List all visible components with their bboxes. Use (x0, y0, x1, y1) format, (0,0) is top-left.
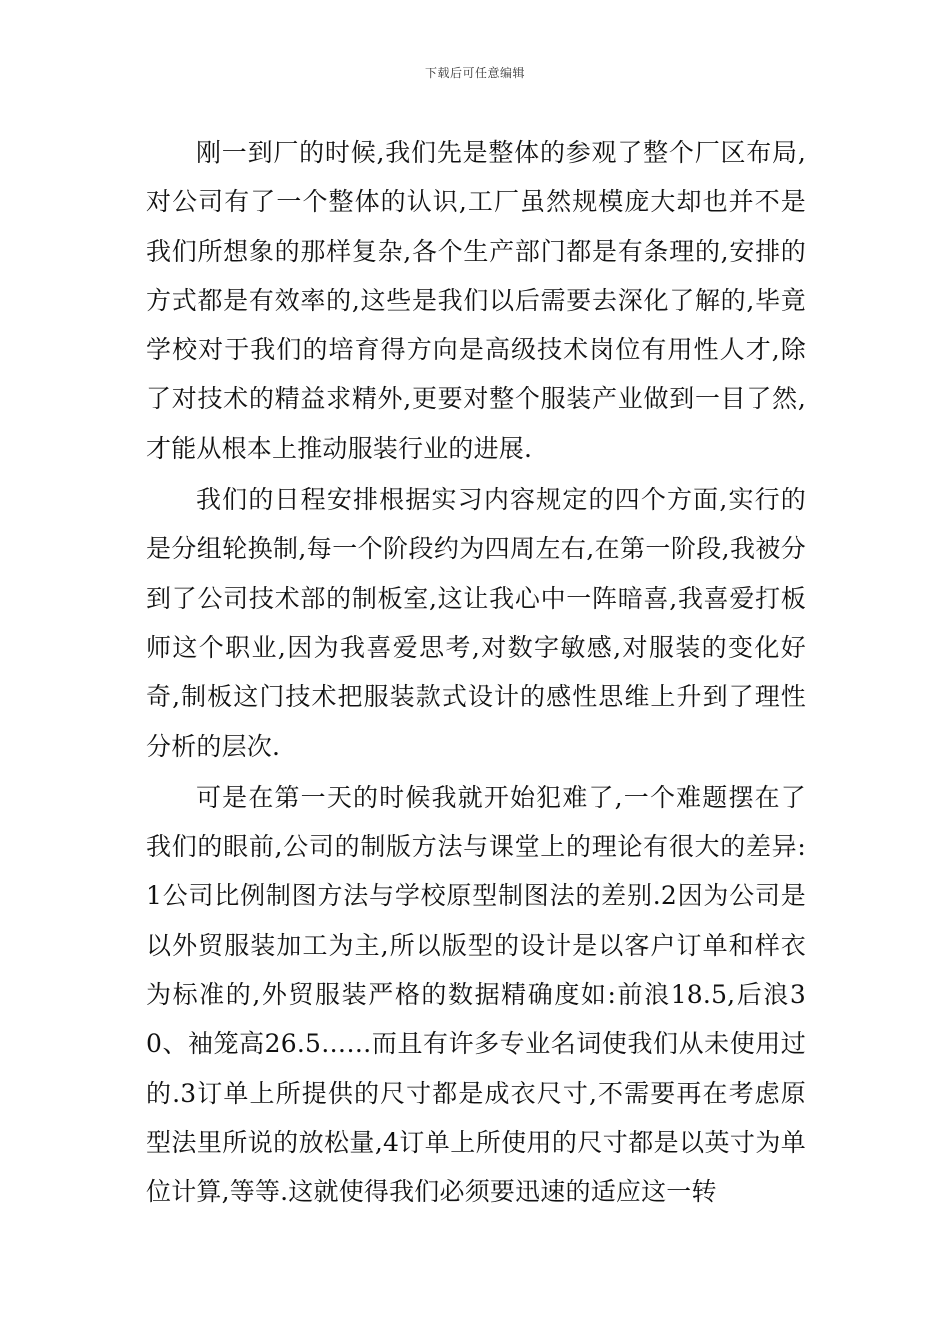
paragraph-1: 刚一到厂的时候,我们先是整体的参观了整个厂区布局,对公司有了一个整体的认识,工厂虽然规模庞大却也并不是我们所想象的那样复杂,各个生产部门都是有条理的,安排的方式都是有效率的,这些是我们以后需要去深化了解的,毕竟学校对于我们的培育得方向是高级技术岗位有用性人才,除了对技术的精益求精外,更要对整个服装产业做到一目了然,才能从根本上推动服装行业的进展. (146, 138, 806, 463)
paragraph-3: 可是在第一天的时候我就开始犯难了,一个难题摆在了我们的眼前,公司的制版方法与课堂上的理论有很大的差异:1公司比例制图方法与学校原型制图法的差别.2因为公司是以外贸服装加工为主,所以版型的设计是以客户订单和样衣为标准的,外贸服装严格的数据精确度如:前浪18.5,后浪30、袖笼高26.5……而且有许多专业名词使我们从未使用过的.3订单上所提供的尺寸都是成衣尺寸,不需要再在考虑原型法里所说的放松量,4订单上所使用的尺寸都是以英寸为单位计算,等等.这就使得我们必须要迅速的适应这一转 (146, 782, 806, 1207)
page-header: 下载后可任意编辑 (424, 66, 525, 80)
paragraph-2: 我们的日程安排根据实习内容规定的四个方面,实行的是分组轮换制,每一个阶段约为四周左右,在第一阶段,我被分到了公司技术部的制板室,这让我心中一阵暗喜,我喜爱打板师这个职业,因为我喜爱思考,对数字敏感,对服装的变化好奇,制板这门技术把服装款式设计的感性思维上升到了理性分析的层次. (146, 485, 806, 761)
document-body (146, 128, 806, 1217)
